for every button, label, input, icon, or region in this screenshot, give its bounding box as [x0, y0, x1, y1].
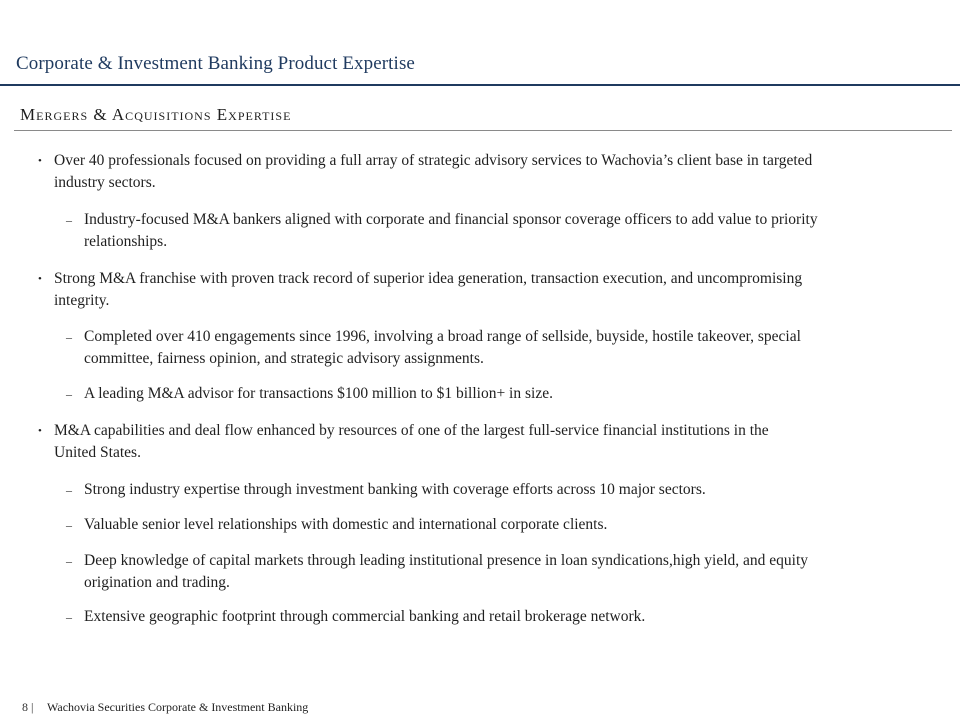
- sub-bullet-text: Deep knowledge of capital markets through leading institutional presence in loan syndications,high yield, and equity origination and trading.: [84, 552, 809, 591]
- sub-bullet-marker: –: [66, 610, 72, 624]
- footer-text: Wachovia Securities Corporate & Investment Banking: [47, 700, 309, 714]
- sub-bullet-marker: –: [66, 483, 72, 497]
- page-title: Corporate & Investment Banking Product Expertise: [16, 53, 415, 74]
- bullet-marker: •: [38, 425, 42, 437]
- header-divider: [0, 84, 960, 86]
- bullet-text: Over 40 professionals focused on providing a full array of strategic advisory services to Wachovia’s client base in targeted industry sectors.: [54, 152, 813, 191]
- sub-bullet-marker: –: [66, 518, 72, 532]
- sub-bullet-marker: –: [66, 213, 72, 227]
- section-heading: Mergers & Acquisitions Expertise: [20, 105, 292, 124]
- sub-bullet-marker: –: [66, 387, 72, 401]
- sub-bullet-text: Completed over 410 engagements since 1996, involving a broad range of sellside, buyside, hostile takeover, special committee, fairness opinion, and strategic advisory assignments.: [84, 328, 801, 367]
- sub-bullet-marker: –: [66, 330, 72, 344]
- bullet-text: M&A capabilities and deal flow enhanced by resources of one of the largest full-service financial institutions in the United States.: [54, 422, 769, 461]
- sub-bullet-text: Extensive geographic footprint through commercial banking and retail brokerage network.: [84, 608, 646, 625]
- sub-bullet-text: Industry-focused M&A bankers aligned with corporate and financial sponsor coverage officers to add value to priority relationships.: [84, 211, 818, 250]
- bullet-marker: •: [38, 155, 42, 167]
- sub-bullet-text: A leading M&A advisor for transactions $100 million to $1 billion+ in size.: [84, 385, 553, 402]
- sub-bullet-text: Valuable senior level relationships with domestic and international corporate clients.: [84, 516, 608, 533]
- bullet-marker: •: [38, 273, 42, 285]
- page-number: 8 |: [22, 700, 34, 714]
- bullet-text: Strong M&A franchise with proven track record of superior idea generation, transaction execution, and uncompromising integrity.: [54, 270, 803, 309]
- sub-bullet-text: Strong industry expertise through investment banking with coverage efforts across 10 major sectors.: [84, 481, 706, 498]
- sub-bullet-marker: –: [66, 554, 72, 568]
- section-divider: [14, 130, 952, 131]
